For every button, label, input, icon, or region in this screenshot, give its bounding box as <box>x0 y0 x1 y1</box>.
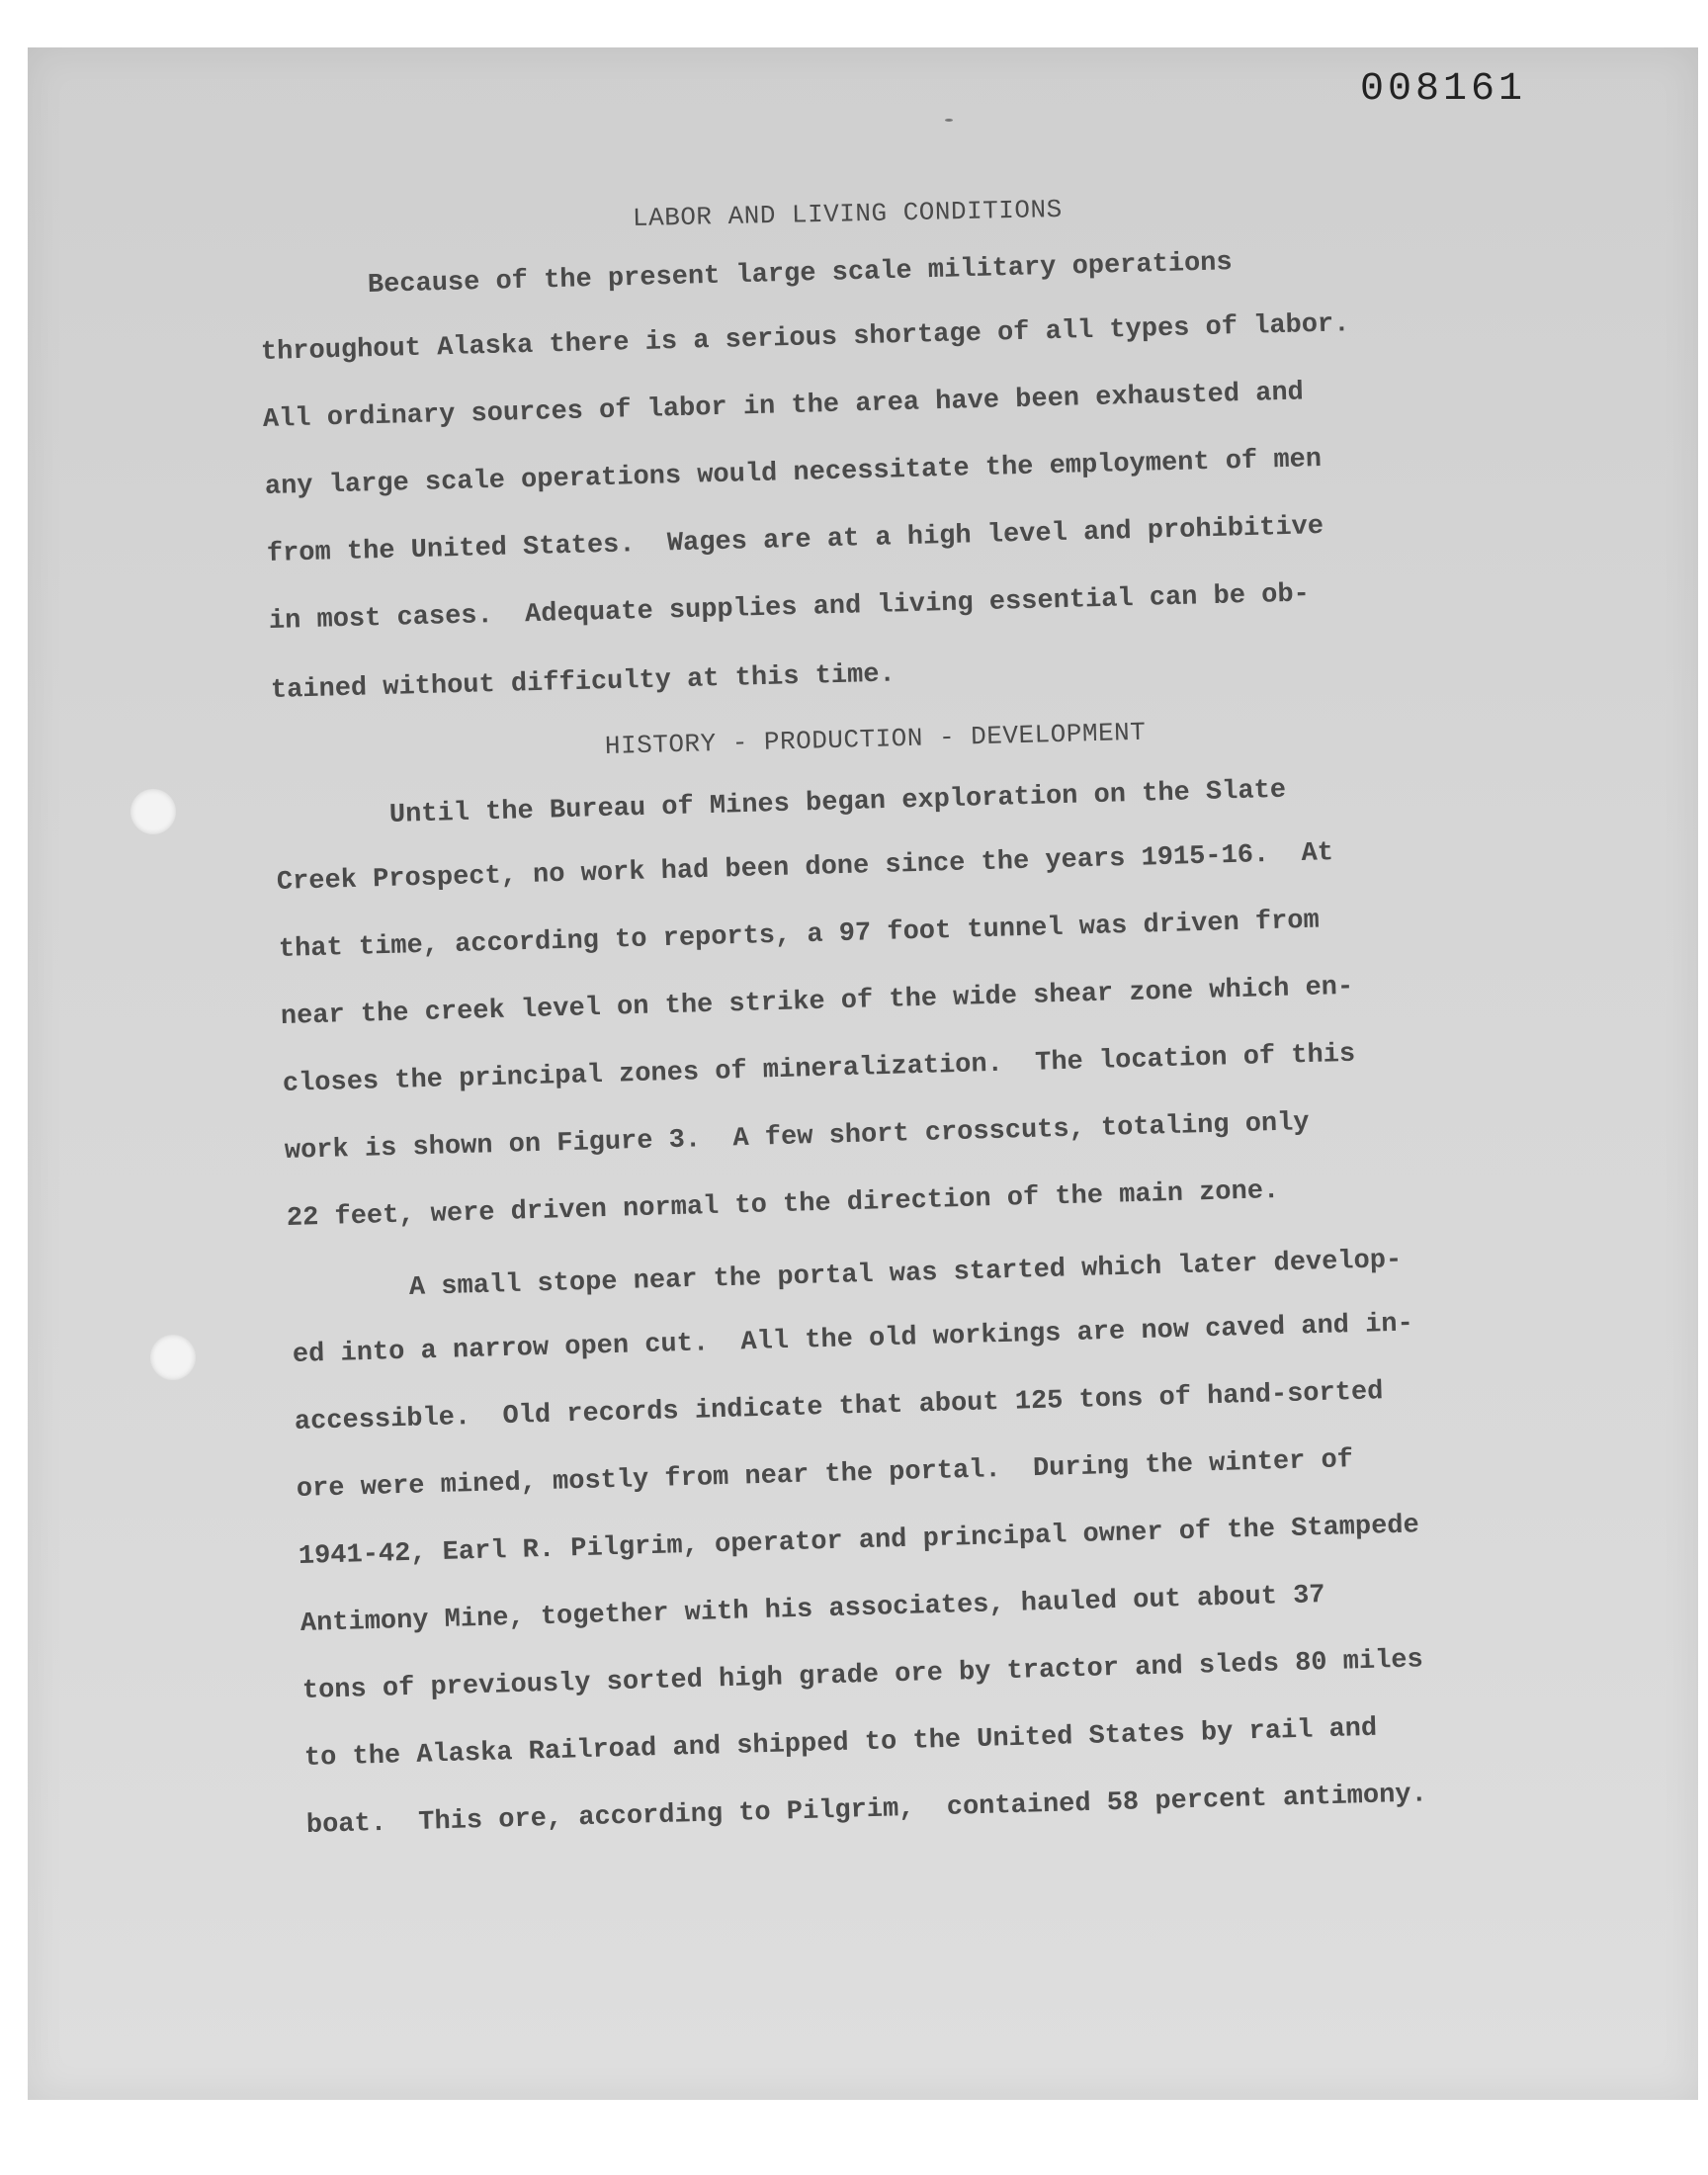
ink-speck <box>945 119 953 122</box>
text-line: to the Alaska Railroad and shipped to the United States by rail and <box>303 1713 1378 1774</box>
section-heading-history: HISTORY - PRODUCTION - DEVELOPMENT <box>604 717 1147 761</box>
text-line: Because of the present large scale military operations <box>367 248 1234 301</box>
text-line: 22 feet, were driven normal to the direction of the main zone. <box>286 1175 1280 1234</box>
text-line: that time, according to reports, a 97 foot tunnel was driven from <box>278 906 1321 965</box>
page-number: 008161 <box>1360 67 1527 112</box>
text-line: accessible. Old records indicate that about 125 tons of hand-sorted <box>294 1377 1384 1437</box>
text-line: near the creek level on the strike of the wide shear zone which en- <box>280 972 1354 1032</box>
section-heading-labor: LABOR AND LIVING CONDITIONS <box>632 194 1063 233</box>
text-line: throughout Alaska there is a serious shortage of all types of labor. <box>260 309 1350 368</box>
text-line: tons of previously sorted high grade ore by tractor and sleds 80 miles <box>301 1645 1424 1706</box>
text-line: A small stope near the portal was started which later develop- <box>408 1245 1403 1303</box>
text-line: All ordinary sources of labor in the area have been exhausted and <box>262 378 1305 435</box>
text-line: ed into a narrow open cut. All the old workings are now caved and in- <box>292 1309 1414 1370</box>
text-line: 1941-42, Earl R. Pilgrim, operator and principal owner of the Stampede <box>298 1511 1420 1572</box>
text-line: in most cases. Adequate supplies and living essential can be ob- <box>268 579 1311 637</box>
text-line: Creek Prospect, no work had been done since the years 1915-16. At <box>276 838 1334 898</box>
text-line: from the United States. Wages are at a high level and prohibitive <box>266 512 1324 569</box>
text-line: boat. This ore, according to Pilgrim, contained 58 percent antimony. <box>305 1780 1428 1841</box>
text-line: Antimony Mine, together with his associates, hauled out about 37 <box>299 1581 1325 1639</box>
text-line: work is shown on Figure 3. A few short crosscuts, totaling only <box>284 1108 1310 1167</box>
text-line: Until the Bureau of Mines began exploration on the Slate <box>388 775 1287 830</box>
text-line: ore were mined, mostly from near the portal. During the winter of <box>296 1445 1354 1505</box>
punch-hole-lower <box>150 1335 196 1380</box>
text-line: tained without difficulty at this time. <box>270 659 897 706</box>
text-line: closes the principal zones of mineralization. The location of this <box>282 1039 1356 1099</box>
document-page <box>28 47 1698 2100</box>
punch-hole-upper <box>130 789 176 834</box>
text-line: any large scale operations would necessitate the employment of men <box>264 445 1323 502</box>
